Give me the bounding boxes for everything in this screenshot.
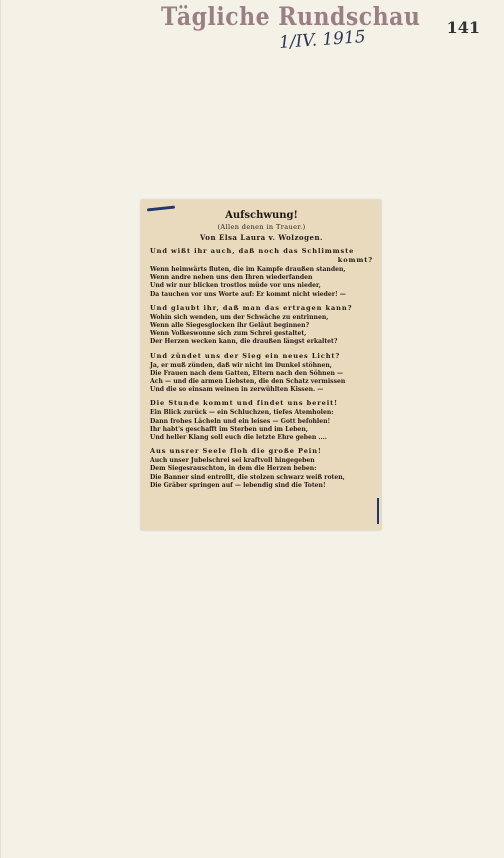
poem-line: Auch unser Jubelschrei sei kraftvoll hingegeben — [150, 457, 315, 465]
stanza-refrain: Die Stunde kommt und findet uns bereit! — [150, 399, 338, 408]
poem-line: Der Herzen wecken kann, die draußen längst erkaltet? — [150, 338, 338, 346]
handwritten-date: 1/IV. 1915 — [278, 27, 367, 53]
poem-title: Aufschwung! — [225, 210, 298, 221]
stanza-refrain: Und glaubt ihr, daß man das ertragen kann? — [150, 303, 353, 312]
poem-line: Wohin sich wenden, um der Schwäche zu entrinnen, — [150, 313, 329, 321]
poem-line: Und die so einsam weinen in zerwühlten Kissen. — — [150, 386, 324, 394]
poem-line: Wenn Volkeswonne sich zum Schrei gestaltet, — [150, 330, 307, 338]
poem-line: Die Gräber springen auf — lebendig sind die Toten! — [150, 481, 326, 489]
refrain-line: kommt? — [337, 256, 373, 264]
newspaper-clipping — [141, 200, 381, 530]
stanza — [150, 304, 373, 347]
poem-line: Dann frohes Lächeln und ein leises — Gott befohlen! — [150, 417, 331, 425]
stanza — [150, 247, 373, 299]
pencil-mark — [377, 498, 379, 524]
poem-line: Wenn alle Siegesglocken ihr Geläut beginnen? — [150, 322, 310, 330]
stanza — [150, 352, 373, 395]
stanza-refrain: Und zündet uns der Sieg ein neues Licht? — [150, 351, 341, 360]
poem-line: Wenn andre neben uns den Ihren wiederfanden — [150, 274, 313, 282]
refrain-line: Und wißt ihr auch, daß noch das Schlimmste — [150, 247, 355, 255]
poem-line: Ja, er muß zünden, daß wir nicht im Dunkel stöhnen, — [150, 361, 332, 369]
poem-line: Und heller Klang soll euch die letzte Ehre geben .... — [150, 434, 327, 442]
newspaper-stamp: Tägliche Rundschau — [161, 2, 421, 32]
page-number: 141 — [446, 18, 480, 37]
poem-line: Die Frauen nach dem Gatten, Eltern nach den Söhnen — — [150, 369, 344, 377]
poem-line: Wenn heimwärts fluten, die im Kampfe draußen standen, — [150, 266, 346, 273]
poem-line: Und wir nur blicken trostlos müde vor uns nieder, — [150, 282, 321, 290]
poem-dedication: (Allen denen in Trauer.) — [217, 223, 306, 231]
poem-line: Ein Blick zurück — ein Schluchzen, tiefes Atemholen: — [150, 409, 334, 417]
poem-line: Dem Siegesrauschton, in dem die Herzen beben: — [150, 465, 317, 473]
stanza — [150, 447, 373, 490]
poem-line: Ach — und die armen Liebsten, die den Schatz vermissen — [150, 378, 346, 386]
stanza-refrain — [150, 247, 373, 265]
poem-author: Von Elsa Laura v. Wolzogen. — [200, 233, 323, 242]
stanza-refrain: Aus unsrer Seele floh die große Pein! — [150, 447, 322, 456]
poem-line: Die Banner sind entrollt, die stolzen schwarz weiß roten, — [150, 473, 345, 481]
poem-line: Ihr habt's geschafft im Sterben und im Leben, — [150, 425, 308, 433]
stanza — [150, 399, 373, 442]
poem-line: Da tauchen vor uns Worte auf: Er kommt nicht wieder! — — [150, 290, 346, 298]
